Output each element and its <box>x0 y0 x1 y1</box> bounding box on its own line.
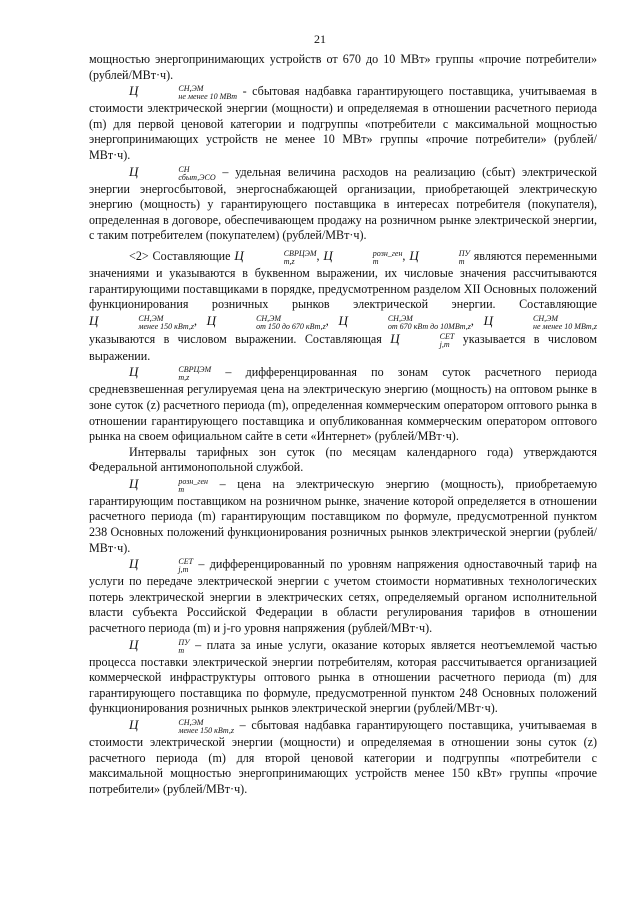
footnote-lead: <2> Составляющие <box>129 248 235 263</box>
paragraph-text: – дифференцированный по уровням напряжения одноставочный тариф на услуги по передаче электрической энергии с учетом стоимости нормативных технологических потерь электрической энергии в электрических сетях, определяемый органом исполнительной власти субъекта Российской Федерации в области регулирования тарифов в отношении расчетного периода (m) и j-го уровня напряжения (рублей/МВт·ч). <box>89 557 597 636</box>
formula-symbol: Ц ПУ m <box>409 247 470 266</box>
paragraph-text: – плата за иные услуги, оказание которых является неотъемлемой частью процесса поставки электрической энергии потребителям, которая рассчитывается организацией коммерческой инфраструктуры оптового рынка в отношении расчетного периода (m) для гарантирующего поставщика по формуле, предусмотренной пунктом 248 Основных положений функционирования розничных рынков электрической энергии (рублей/МВт·ч). <box>89 637 597 716</box>
definition-paragraph <box>89 164 597 244</box>
paragraph-text: – цена на электрическую энергию (мощность), приобретаемую гарантирующим поставщиком на розничном рынке, значение которой определяется в отношении расчетного периода (m) гарантирующим поставщиком по формуле, предусмотренной пунктом 238 Основных положений функционирования розничных рынков электрической энергии (рублей/МВт·ч). <box>89 476 597 555</box>
paragraph <box>89 52 597 83</box>
formula-symbol: Ц СН,ЭМ не менее 10 МВт <box>129 83 238 102</box>
paragraph-text: – сбытовая надбавка гарантирующего поставщика, учитываемая в стоимости электрической энергии (мощности) и определяемая в отношении зоны суток (z) расчетного периода (m) для второй ценовой категории и подгруппы «потребители с максимальной мощностью энергопринимающих устройств менее 150 кВт» группы «прочие потребители» (рублей/МВт·ч). <box>89 718 597 796</box>
footnote-2-paragraph: <2> Составляющие Ц СВРЦЭМ m,z , Ц розн_ген m , Ц ПУ m являются переменными значениями и указываются в буквенном выражении, их числовые значения рассчитываются гарантирующими поставщиками в порядке, предусмотренном разделом XII Основных положений функционирования розничных рынков электрической энергии. Составляющие Ц СН,ЭМ менее 150 кВт,z , Ц СН,ЭМ от 150 до 670 кВт,z , Ц СН,ЭМ от 670 кВт до 10МВт,z , Ц СН,ЭМ не менее 10 МВт,z указываются в числовом выражении. Составляющая Ц СЕТ j,m указывается в числовом выражении. <box>89 247 598 363</box>
definition-paragraph <box>89 364 597 444</box>
definition-paragraph <box>89 717 597 797</box>
formula-symbol: Ц СН сбыт,ЭСО <box>129 163 216 182</box>
formula-symbol: Ц СЕТ j,m <box>129 556 194 575</box>
footnote-text: являются переменными значениями и указываются в буквенном выражении, их числовые значения рассчитываются гарантирующими поставщиками в порядке, предусмотренном разделом XII Основных положений функционирования розничных рынков электрической энергии. Составляющие <box>89 248 598 312</box>
footnote-text: указывается в числовом выражении. <box>89 331 598 363</box>
formula-symbol: Ц розн_ген m <box>323 247 403 266</box>
page-number: 21 <box>314 32 326 46</box>
formula-symbol: Ц СН,ЭМ менее 150 кВт,z <box>129 717 234 735</box>
formula-symbol: Ц СЕТ j,m <box>390 330 455 349</box>
formula-symbol: Ц розн_ген m <box>129 475 209 494</box>
formula-symbol: Ц СВРЦЭМ m,z <box>129 364 212 383</box>
definition-paragraph <box>89 476 597 556</box>
definition-paragraph <box>89 83 597 163</box>
paragraph-text: – дифференцированная по зонам суток расчетного периода средневзвешенная регулируемая цена на электрическую энергию (мощность) на оптовом рынке в зоне суток (z) расчетного периода (m), определенная коммерческим оператором оптового рынка в отношении гарантирующего поставщика и опубликованная коммерческим оператором оптового рынка на своем официальном сайте в сети «Интернет» (рублей/МВт·ч). <box>89 365 597 444</box>
formula-symbol: Ц СН,ЭМ менее 150 кВт,z <box>89 312 194 331</box>
paragraph <box>89 445 597 476</box>
definition-paragraph <box>89 637 597 717</box>
formula-symbol: Ц СН,ЭМ не менее 10 МВт,z <box>483 312 598 331</box>
paragraph-text: Интервалы тарифных зон суток (по месяцам календарного года) утверждаются Федеральной антимонопольной службой. <box>89 444 597 475</box>
paragraph-text: мощностью энергопринимающих устройств от 670 до 10 МВт» группы «прочие потребители» (рублей/МВт·ч). <box>89 52 597 82</box>
formula-symbol: Ц СВРЦЭМ m,z <box>234 247 317 266</box>
formula-symbol: Ц СН,ЭМ от 670 кВт до 10МВт,z <box>338 312 471 331</box>
footnote-text: указываются в числовом выражении. Составляющая <box>89 331 391 346</box>
document-body <box>89 52 597 797</box>
formula-symbol: Ц СН,ЭМ от 150 до 670 кВт,z <box>206 312 326 331</box>
formula-symbol: Ц ПУ m <box>129 636 190 655</box>
paragraph-text: – удельная величина расходов на реализацию (сбыт) электрической энергии энергосбытовой, энергоснабжающей организации, приобретающей электрическую энергию (мощность) у гарантирующего поставщика в интересах потребителя (покупателя), определенная в договоре, обеспечивающем продажу на розничном рынке электрической энергии, с таким потребителем (покупателем) (рублей/МВт·ч). <box>89 164 597 243</box>
paragraph-text: - сбытовая надбавка гарантирующего поставщика, учитываемая в стоимости электрической энергии (мощности) и определяемая в отношении расчетного периода (m) для первой ценовой категории и подгруппы «потребители с максимальной мощностью энергопринимающих устройств не менее 10 МВт» группы «прочие потребители» (рублей/МВт·ч). <box>89 84 597 162</box>
definition-paragraph <box>89 556 597 636</box>
